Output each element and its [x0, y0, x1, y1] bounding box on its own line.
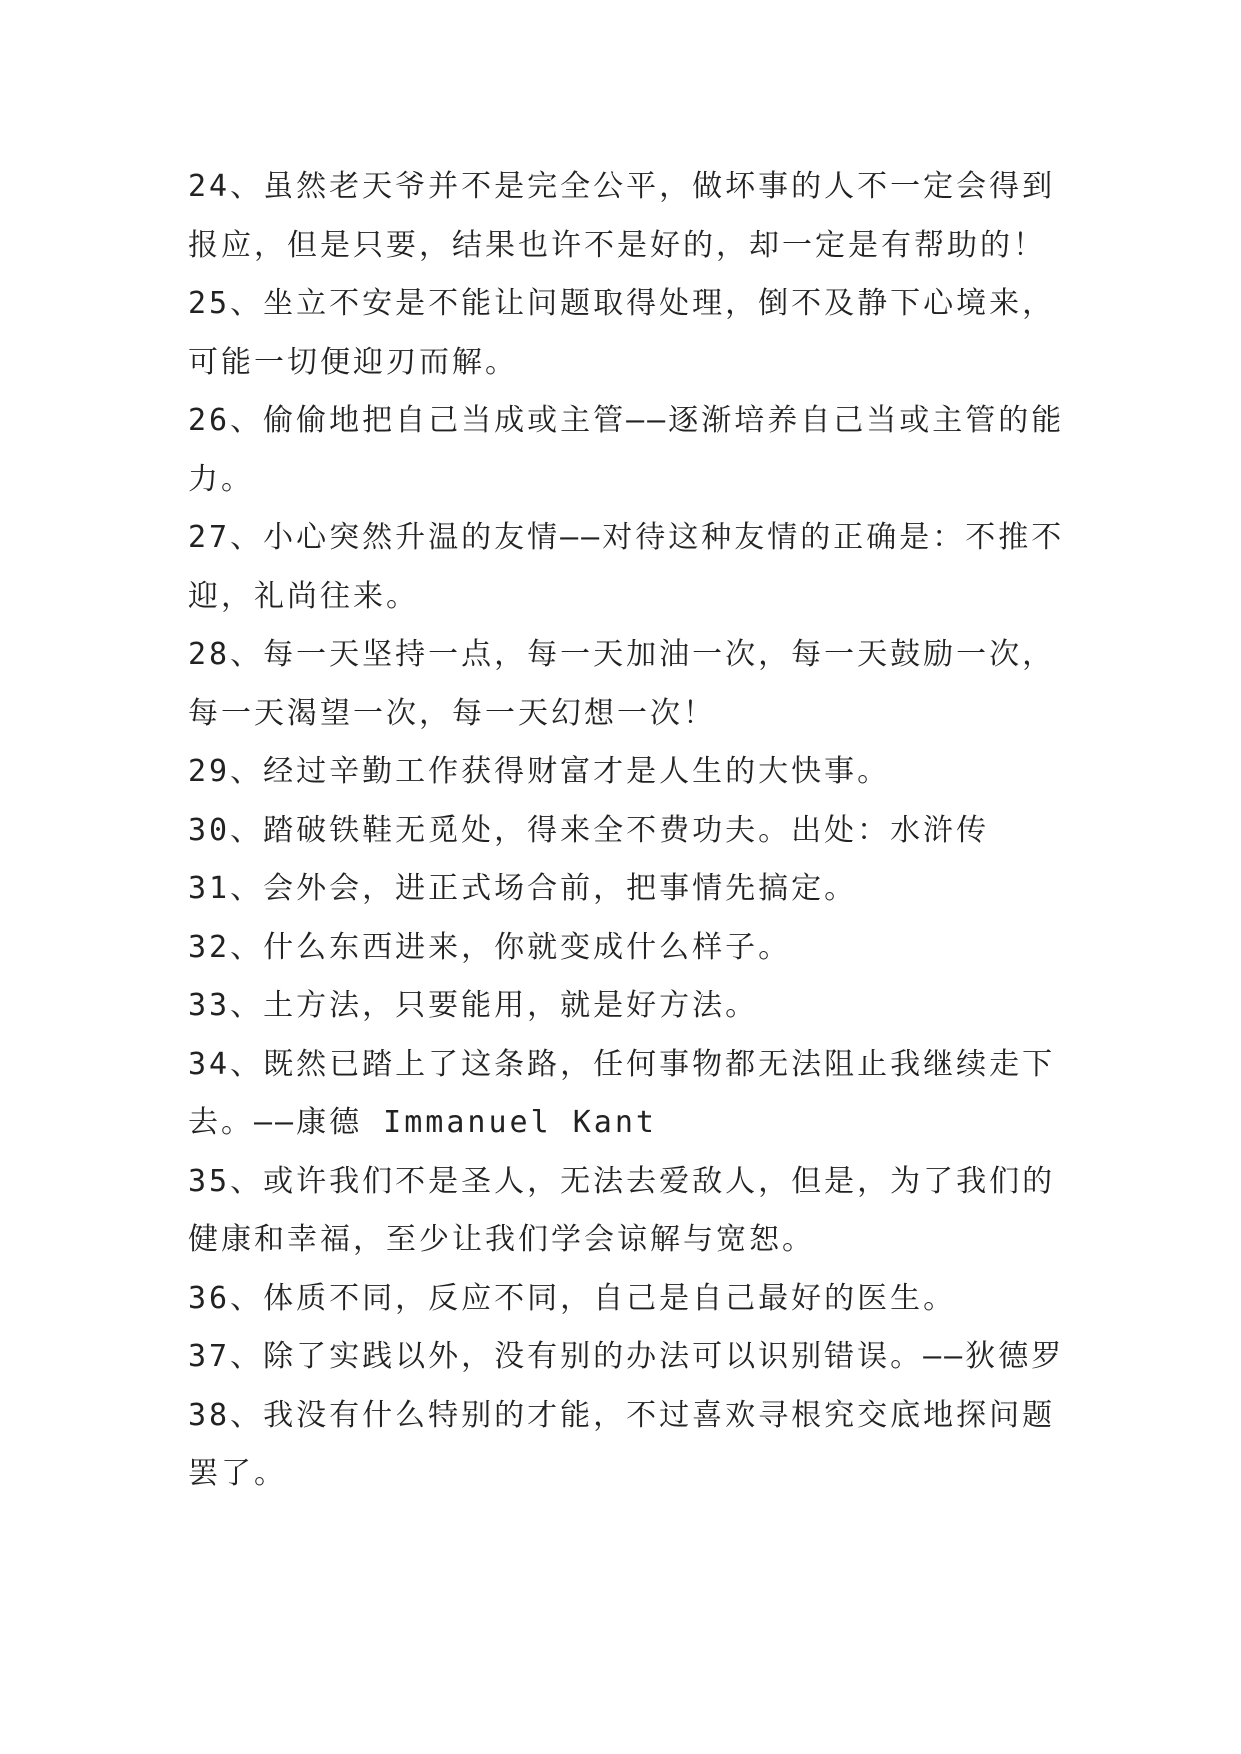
quote-entry-25: 25、坐立不安是不能让问题取得处理，倒不及静下心境来，可能一切便迎刃而解。: [188, 286, 1056, 380]
quote-entry-32: 32、什么东西进来，你就变成什么样子。: [188, 929, 792, 965]
quote-entry-34: 34、既然已踏上了这条路，任何事物都无法阻止我继续走下去。——康德 Immanuel Kant: [188, 1046, 1056, 1140]
quote-entry-33: 33、土方法，只要能用，就是好方法。: [188, 988, 759, 1023]
quote-entry-24: 24、虽然老天爷并不是完全公平，做坏事的人不一定会得到报应，但是只要，结果也许不是好的，却一定是有帮助的！: [188, 169, 1056, 263]
quote-entry-35: 35、或许我们不是圣人，无法去爱敌人，但是，为了我们的健康和幸福，至少让我们学会谅解与宽恕。: [188, 1163, 1056, 1257]
quote-list: [188, 158, 1068, 1504]
quote-entry-31: 31、会外会，进正式场合前，把事情先搞定。: [188, 871, 858, 906]
quote-entry-28: 28、每一天坚持一点，每一天加油一次，每一天鼓励一次，每一天渴望一次，每一天幻想一次！: [188, 637, 1056, 731]
quote-entry-37: 37、除了实践以外，没有别的办法可以识别错误。——狄德罗: [188, 1339, 1065, 1374]
quote-entry-38: 38、我没有什么特别的才能，不过喜欢寻根究交底地探问题罢了。: [188, 1397, 1056, 1491]
quote-entry-29: 29、经过辛勤工作获得财富才是人生的大快事。: [188, 754, 891, 789]
quote-entry-30: 30、踏破铁鞋无觅处，得来全不费功夫。出处：水浒传: [188, 812, 990, 848]
quote-entry-27: 27、小心突然升温的友情——对待这种友情的正确是：不推不迎，礼尚往来。: [188, 520, 1065, 614]
quote-entry-26: 26、偷偷地把自己当成或主管——逐渐培养自己当或主管的能力。: [188, 403, 1065, 497]
quote-entry-36: 36、体质不同，反应不同，自己是自己最好的医生。: [188, 1280, 957, 1316]
